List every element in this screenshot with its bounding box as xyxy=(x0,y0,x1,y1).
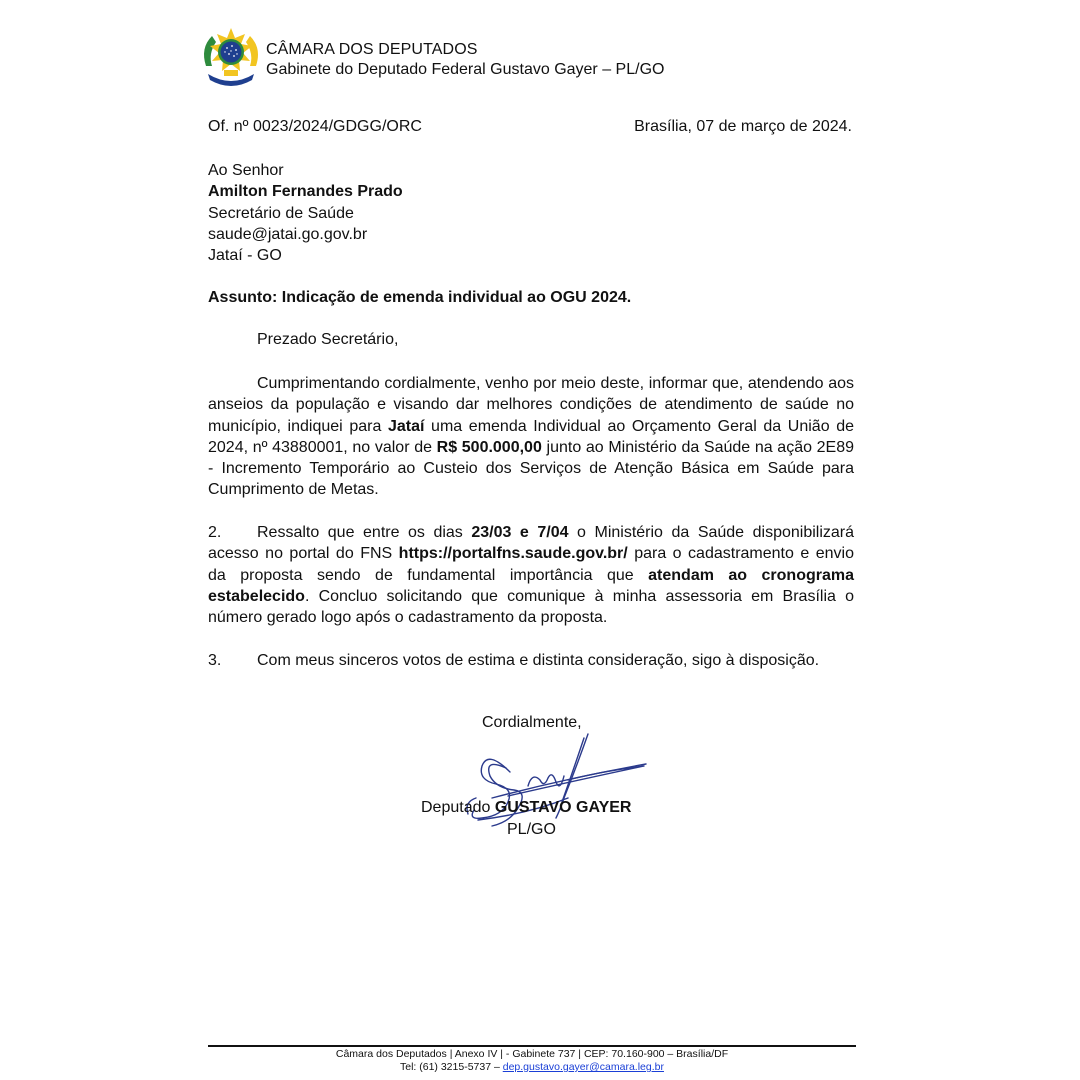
registration-dates: 23/03 e 7/04 xyxy=(471,524,569,541)
paragraph-2-text-d: . Concluo solicitando que comunique à minha assessoria em Brasília o número gerado logo após o cadastramento da proposta. xyxy=(208,587,854,627)
paragraph-2 xyxy=(208,522,854,628)
recipient-location: Jataí - GO xyxy=(208,247,282,265)
recipient-name: Amilton Fernandes Prado xyxy=(208,183,403,201)
paragraph-1-text-a: Cumprimentando cordialmente, venho por meio deste, informar que, atendendo aos anseios da população e visando dar melhores condições de atendimento de saúde no município, indiquei para xyxy=(208,375,854,435)
recipient-block xyxy=(208,160,403,266)
subject-line: Assunto: Indicação de emenda individual ao OGU 2024. xyxy=(208,289,632,306)
document-reference: Of. nº 0023/2024/GDGG/ORC xyxy=(208,118,422,135)
footer-phone: Tel: (61) 3215-5737 – xyxy=(400,1061,503,1073)
paragraph-3-text: Com meus sinceros votos de estima e distinta consideração, sigo à disposição. xyxy=(257,652,820,669)
coat-of-arms-icon xyxy=(198,26,264,92)
paragraph-2-number: 2. xyxy=(208,524,222,541)
recipient-salutation: Ao Senhor xyxy=(208,162,284,179)
paragraph-1-text-b: uma emenda Individual ao Orçamento Geral da União de 2024, nº 43880001, no valor de xyxy=(208,417,855,456)
paragraph-3 xyxy=(208,650,854,671)
paragraph-3-number: 3. xyxy=(208,652,222,669)
city-name: Jataí xyxy=(387,417,425,435)
signer-prefix: Deputado xyxy=(421,799,495,816)
greeting: Prezado Secretário, xyxy=(257,331,399,348)
signer-name: GUSTAVO GAYER xyxy=(494,799,632,816)
closing-line: Cordialmente, xyxy=(482,714,582,731)
institution-name: CÂMARA DOS DEPUTADOS xyxy=(266,41,478,58)
paragraph-1-text-c: junto ao Ministério da Saúde na ação 2E89 - Incremento Temporário ao Custeio dos Serviços de Atenção Básica em Saúde para Cumprimento de Metas. xyxy=(208,438,855,499)
schedule-emphasis: atendam ao cronograma estabelecido xyxy=(208,566,854,605)
recipient-email: saude@jatai.go.gov.br xyxy=(208,225,368,243)
paragraph-2-text-a: Ressalto que entre os dias xyxy=(257,524,472,541)
document-date: Brasília, 07 de março de 2024. xyxy=(634,118,852,135)
amendment-amount: R$ 500.000,00 xyxy=(436,438,542,456)
footer-address: Câmara dos Deputados | Anexo IV | - Gabinete 737 | CEP: 70.160-900 – Brasília/DF xyxy=(335,1048,729,1060)
office-name: Gabinete do Deputado Federal Gustavo Gayer – PL/GO xyxy=(266,61,665,78)
recipient-title: Secretário de Saúde xyxy=(208,204,354,222)
paragraph-2-text-c: para o cadastramento e envio da proposta sendo de fundamental importância que xyxy=(208,545,854,584)
paragraph-1 xyxy=(208,373,854,501)
footer-contact xyxy=(208,1061,856,1073)
fns-portal-url: https://portalfns.saude.gov.br/ xyxy=(398,545,628,563)
footer-divider xyxy=(208,1045,856,1047)
paragraph-2-text-b: o Ministério da Saúde disponibilizará acesso no portal do FNS xyxy=(208,524,855,563)
footer-email-link[interactable]: dep.gustavo.gayer@camara.leg.br xyxy=(502,1061,664,1073)
signer-name-line xyxy=(421,799,631,817)
signer-party: PL/GO xyxy=(507,821,556,838)
